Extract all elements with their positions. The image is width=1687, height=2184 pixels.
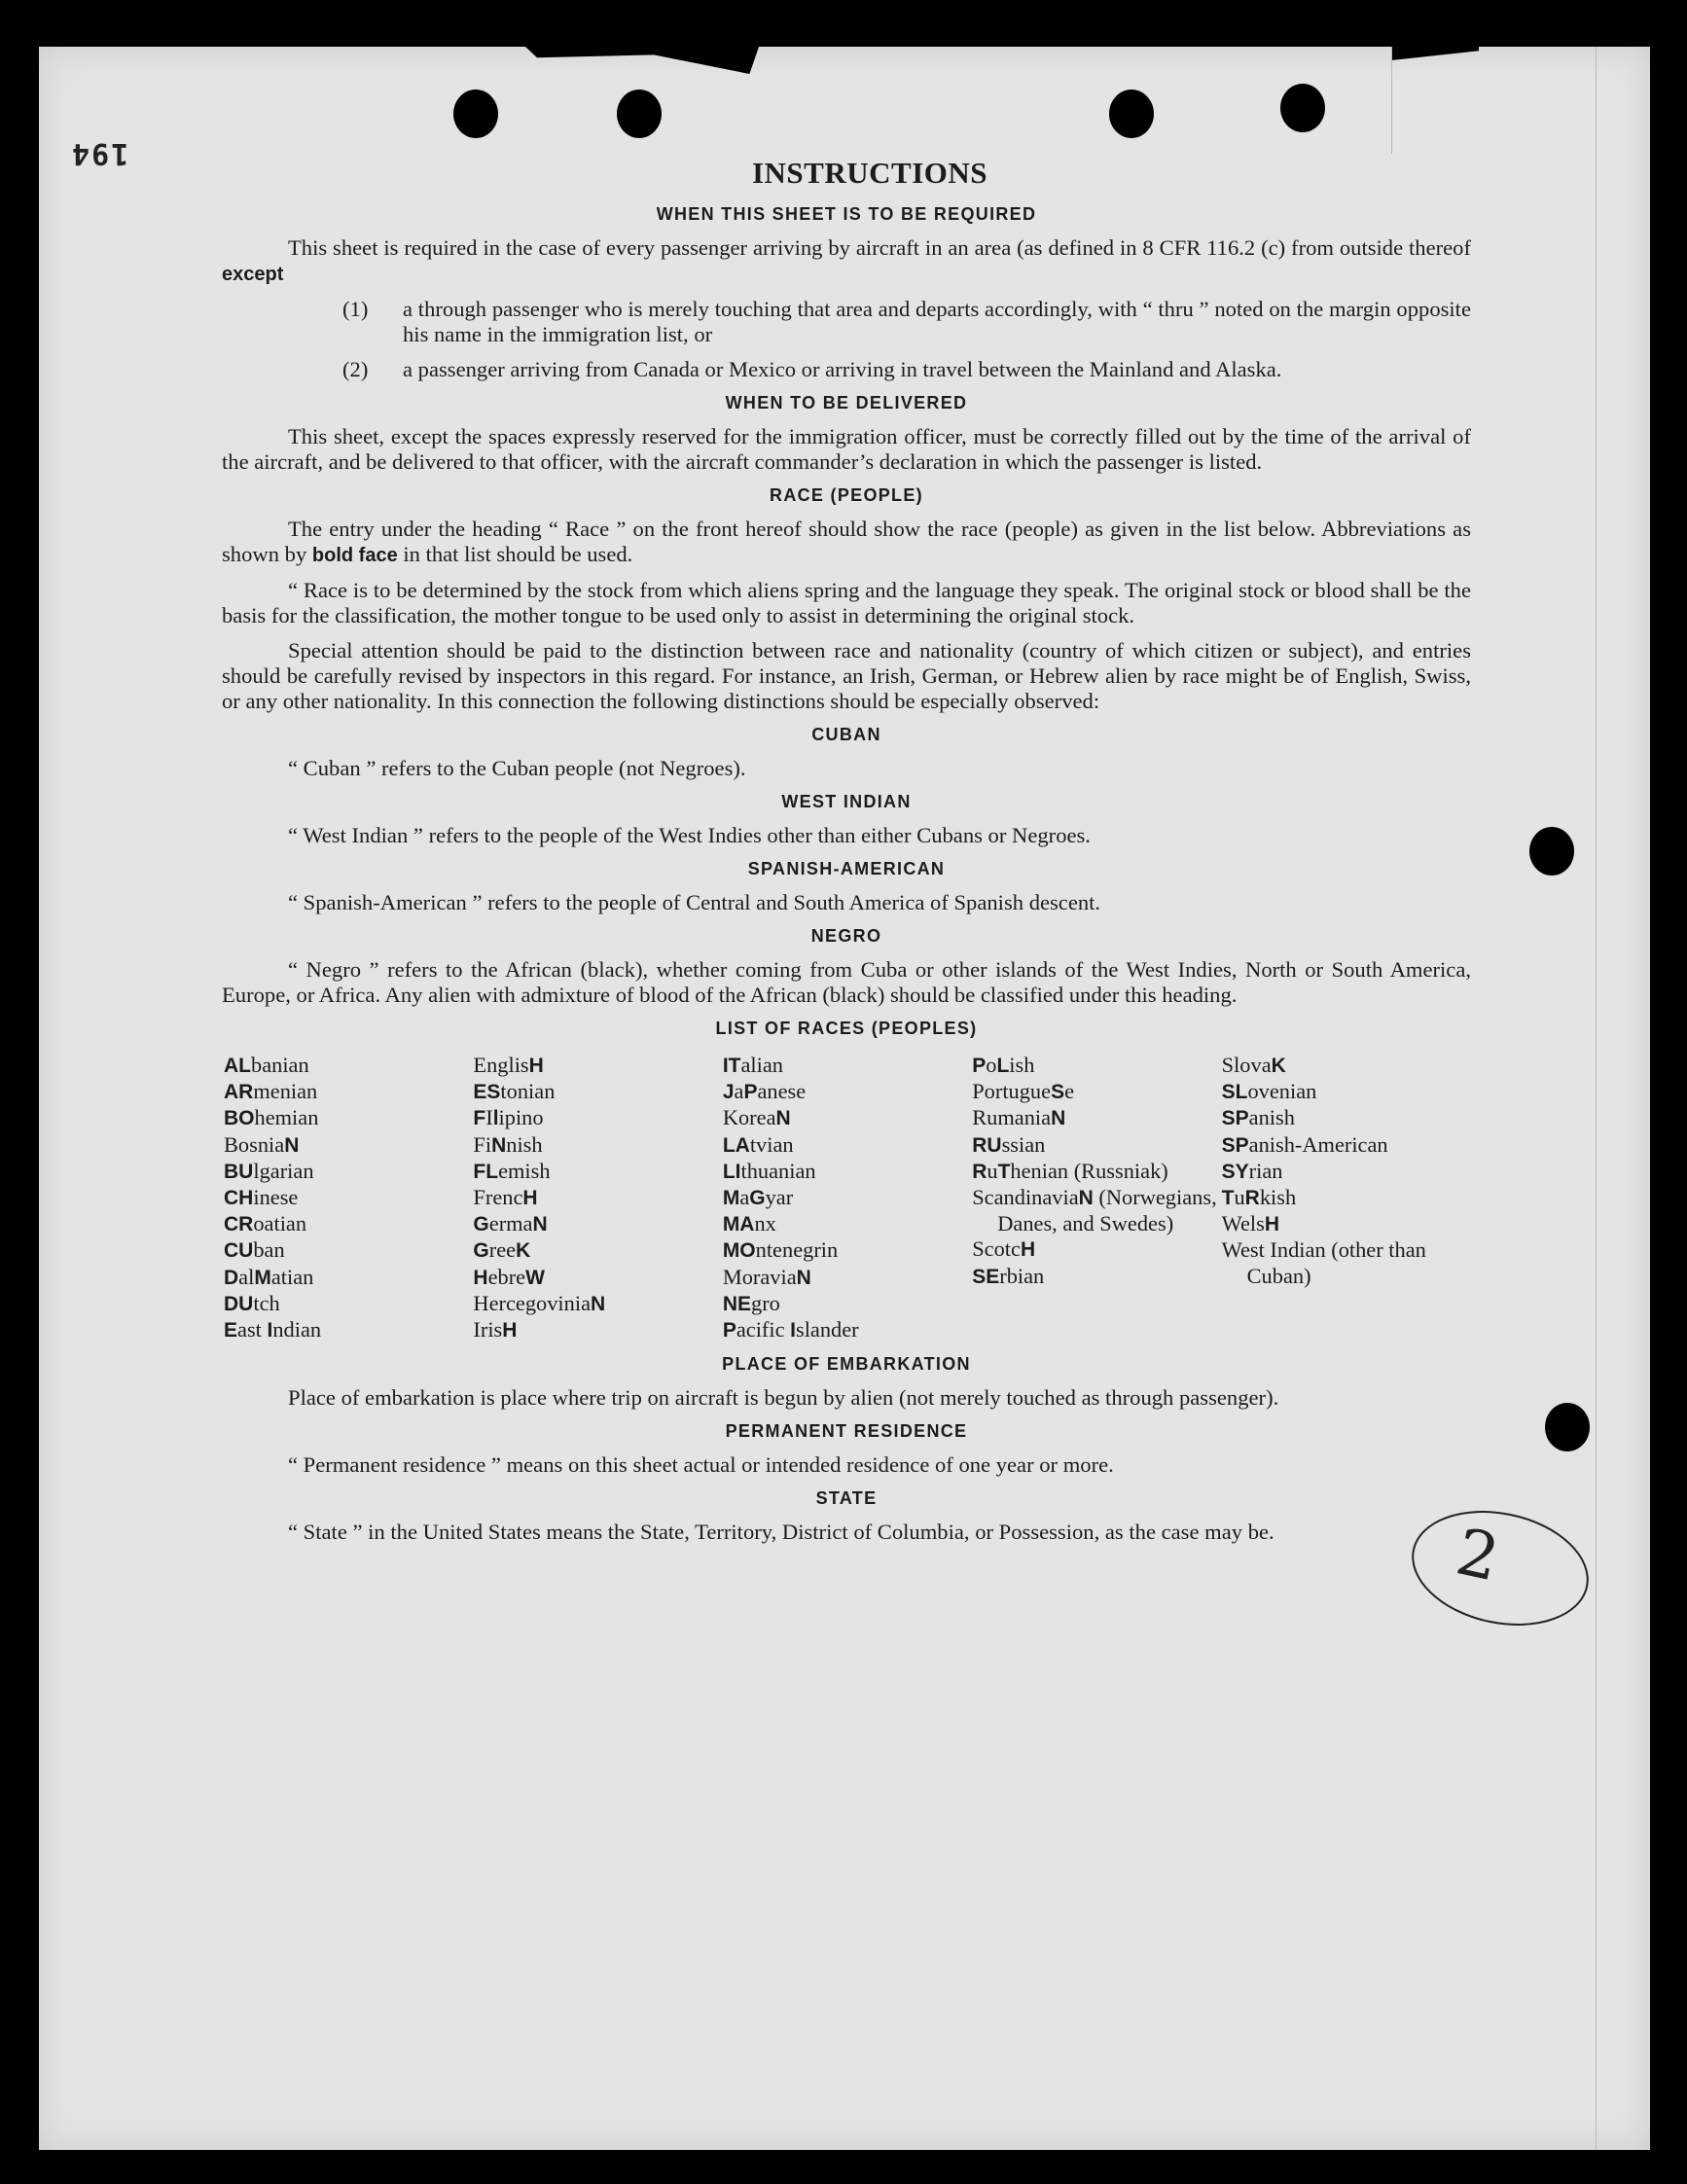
heading-list-of-races: LIST OF RACES (PEOPLES) [715,1019,978,1038]
paragraph-race-1: The entry under the heading “ Race ” on the front hereof should show the race (people) as given in the list below. Abbreviations as shown by bold face in that list should be used. [222,517,1471,566]
race-entry: SPanish [1221,1105,1295,1130]
paragraph-permanent-residence: “ Permanent residence ” means on this sheet actual or intended residence of one year or more. [288,1452,1114,1478]
race-entry: FIlipino [473,1105,544,1130]
race-entry: GermaN [473,1211,548,1236]
race-entry: MAnx [722,1211,776,1236]
punch-hole [1280,84,1325,132]
race-entry: SYrian [1221,1158,1283,1183]
heading-race: RACE (PEOPLE) [770,485,923,505]
paragraph-negro: “ Negro ” refers to the African (black), whether coming from Cuba or other islands of the West Indies, North or South America, Europe, or Africa. Any alien with admixture of blood of the African (black) should be classified under this heading. [222,957,1471,1007]
race-entry: SErbian [972,1263,1045,1288]
race-entry: East Indian [224,1317,322,1343]
paragraph-embarkation: Place of embarkation is place where trip on aircraft is begun by alien (not merely touched as through passenger). [288,1385,1279,1411]
punch-hole [1545,1403,1590,1451]
race-entry: RUssian [972,1131,1046,1157]
race-entry: FLemish [473,1158,551,1183]
race-entry: RumaniaN [972,1105,1066,1130]
race-entry: RuThenian (Russniak) [972,1158,1168,1183]
paragraph-race-3: Special attention should be paid to the distinction between race and nationality (country of which citizen or subject), and entries should be carefully revised by inspectors in this regard. For instance, an Irish, German, or Hebrew alien by race might be of English, Swiss, or any other nationality. In this connection the following distinctions should be especially observed: [222,638,1471,713]
paragraph-state: “ State ” in the United States means the State, Territory, District of Columbia, or Possession, as the case may be. [288,1520,1274,1545]
heading-state: STATE [815,1488,878,1509]
punch-hole [453,90,498,138]
race-entry: GreeK [473,1237,531,1263]
race-entry: BOhemian [224,1105,319,1130]
handwritten-note: 2 [1450,1514,1506,1596]
stamp-number: 194 [70,136,129,170]
heading-west-indian: WEST INDIAN [781,792,912,811]
race-entry: FrencH [473,1185,538,1210]
paragraph-when-delivered: This sheet, except the spaces expressly reserved for the immigration officer, must be correctly filled out by the time of the arrival of the aircraft, and be delivered to that officer, with the aircraft commander’s declaration in which the passenger is listed. [222,424,1471,474]
heading-when-delivered: WHEN TO BE DELIVERED [725,393,968,412]
instructions-content [222,156,1471,1555]
heading-spanish-american: SPANISH-AMERICAN [747,859,946,878]
paragraph-when-required: This sheet is required in the case of every passenger arriving by aircraft in an area (as defined in 8 CFR 116.2 (c) from outside thereof except [222,235,1471,285]
punch-hole [617,90,662,138]
fold-line [1391,47,1392,154]
paragraph-cuban: “ Cuban ” refers to the Cuban people (not Negroes). [288,756,746,780]
heading-negro: NEGRO [810,926,882,946]
punch-hole [1529,827,1574,876]
race-entry: HebreW [473,1264,545,1289]
races-column [723,1053,972,1343]
fold-line [1596,47,1597,2150]
race-entry: KoreaN [722,1105,791,1130]
heading-permanent-residence: PERMANENT RESIDENCE [725,1421,968,1442]
race-entry: NEgro [722,1290,780,1315]
race-entry: BUlgarian [224,1158,314,1183]
race-entry: PoLish [972,1053,1035,1077]
race-entry: CHinese [224,1185,299,1210]
races-column [1222,1053,1471,1343]
race-entry: ARmenian [224,1079,318,1104]
race-entry: ScotcH [972,1236,1036,1262]
heading-cuban: CUBAN [811,725,881,744]
race-entry: SLovenian [1221,1079,1317,1104]
race-entry: FiNnish [473,1131,543,1157]
races-column [473,1053,722,1343]
race-entry: TuRkish [1221,1185,1297,1210]
race-entry: ScandinaviaN (Norwegians, Danes, and Swedes) [972,1185,1217,1236]
race-entry: EnglisH [473,1053,544,1077]
race-entry: IrisH [473,1317,518,1343]
list-item: (2) a passenger arriving from Canada or Mexico or arriving in travel between the Mainland and Alaska. [342,357,1282,381]
race-entry: SlovaK [1221,1053,1286,1077]
punch-hole [1109,90,1154,138]
race-entry: DUtch [224,1290,280,1315]
race-entry: PortugueSe [972,1079,1075,1104]
race-entry: West Indian (other than Cuban) [1221,1237,1426,1288]
paragraph-spanish-american: “ Spanish-American ” refers to the people of Central and South America of Spanish descent. [288,890,1101,914]
race-entry: WelsH [1221,1211,1280,1236]
races-list [224,1053,1471,1343]
race-entry: HercegoviniaN [473,1290,606,1315]
heading-when-required: WHEN THIS SHEET IS TO BE REQUIRED [656,204,1037,224]
race-entry: ALbanian [224,1053,309,1077]
race-entry: CRoatian [224,1211,307,1236]
race-entry: LAtvian [722,1131,794,1157]
paragraph-west-indian: “ West Indian ” refers to the people of the West Indies other than either Cubans or Negroes. [288,823,1091,847]
paragraph-race-2: “ Race is to be determined by the stock from which aliens spring and the language they speak. The original stock or blood shall be the basis for the classification, the mother tongue to be used only to assist in determining the original stock. [222,578,1471,627]
race-entry: JaPanese [722,1079,807,1104]
race-entry: ITalian [722,1053,783,1077]
race-entry: BosniaN [224,1131,300,1157]
races-column [224,1053,473,1343]
heading-embarkation: PLACE OF EMBARKATION [722,1354,971,1375]
race-entry: EStonian [473,1079,556,1104]
race-entry: MOntenegrin [722,1237,839,1263]
race-entry: Pacific Islander [722,1317,859,1343]
page-title: INSTRUCTIONS [751,156,987,190]
race-entry: MoraviaN [722,1264,811,1289]
race-entry: DalMatian [224,1264,314,1289]
race-entry: LIthuanian [722,1158,816,1183]
race-entry: SPanish-American [1221,1131,1388,1157]
list-item: (1) a through passenger who is merely touching that area and departs accordingly, with “ thru ” noted on the margin opposite his name in the immigration list, or [342,297,1471,346]
race-entry: CUban [224,1237,285,1263]
races-column [972,1053,1221,1343]
race-entry: MaGyar [722,1185,794,1210]
